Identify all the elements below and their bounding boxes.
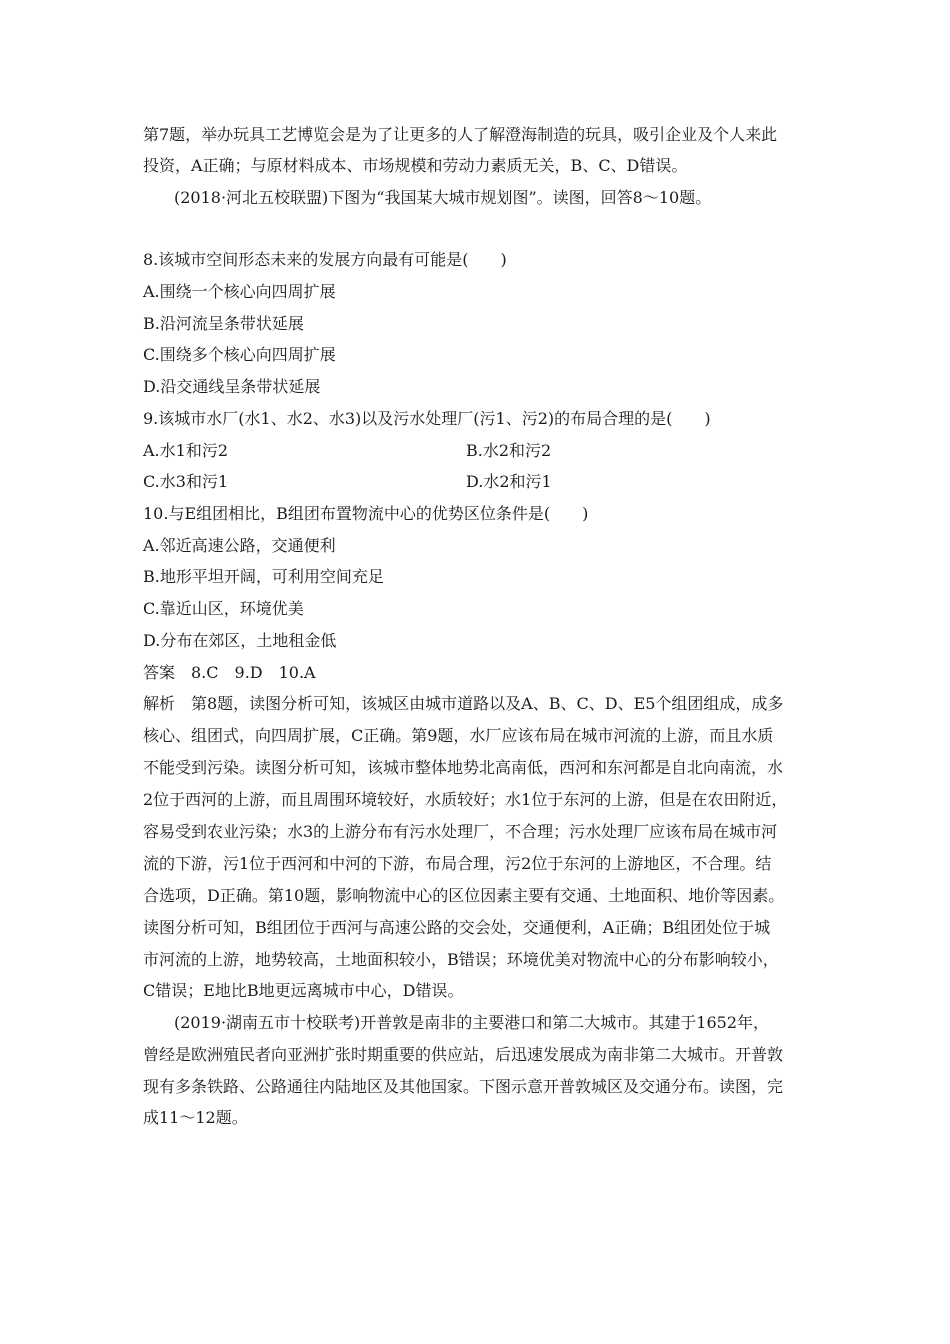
q9-option-b: B.水2和污2 xyxy=(466,441,552,460)
intro-questions-8-10: (2018·河北五校联盟)下图为“我国某大城市规划图”。读图，回答8～10题。 xyxy=(174,188,712,207)
analysis-line: C错误；E地比B地更远离城市中心，D错误。 xyxy=(143,981,464,1000)
intro-questions-11-12-line: 成11～12题。 xyxy=(143,1108,248,1127)
intro-questions-11-12-line: 现有多条铁路、公路通往内陆地区及其他国家。下图示意开普敦城区及交通分布。读图，完 xyxy=(143,1077,784,1096)
q9-stem: 9.该城市水厂(水1、水2、水3)以及污水处理厂(污1、污2)的布局合理的是( ) xyxy=(143,409,711,428)
q10-option-d: D.分布在郊区，土地租金低 xyxy=(143,631,337,650)
analysis-line: 读图分析可知，B组团位于西河与高速公路的交会处，交通便利，A正确；B组团处位于城 xyxy=(143,918,771,937)
analysis-line: 解析 第8题，读图分析可知，该城区由城市道路以及A、B、C、D、E5个组团组成，成多 xyxy=(143,694,784,713)
q10-option-b: B.地形平坦开阔，可利用空间充足 xyxy=(143,567,384,586)
q10-stem: 10.与E组团相比，B组团布置物流中心的优势区位条件是( ) xyxy=(143,504,589,523)
intro-questions-11-12-line: 曾经是欧洲殖民者向亚洲扩张时期重要的供应站，后迅速发展成为南非第二大城市。开普敦 xyxy=(143,1045,784,1064)
analysis-line: 2位于西河的上游，而且周围环境较好，水质较好；水1位于东河的上游，但是在农田附近， xyxy=(143,790,788,809)
q8-option-d: D.沿交通线呈条带状延展 xyxy=(143,377,321,396)
q10-option-c: C.靠近山区，环境优美 xyxy=(143,599,304,618)
intro-questions-11-12-line: (2019·湖南五市十校联考)开普敦是南非的主要港口和第二大城市。其建于1652年， xyxy=(174,1013,770,1032)
q8-option-c: C.围绕多个核心向四周扩展 xyxy=(143,345,336,364)
analysis-line: 流的下游，污1位于西河和中河的下游，布局合理，污2位于东河的上游地区，不合理。结 xyxy=(143,854,772,873)
q8-option-a: A.围绕一个核心向四周扩展 xyxy=(143,282,336,301)
analysis-line: 核心、组团式，向四周扩展，C正确。第9题，水厂应该布局在城市河流的上游，而且水质 xyxy=(143,726,774,745)
q9-option-a: A.水1和污2 xyxy=(143,441,229,460)
analysis-line: 合选项，D正确。第10题，影响物流中心的区位因素主要有交通、土地面积、地价等因素。 xyxy=(143,886,785,905)
analysis-line: 市河流的上游，地势较高，土地面积较小，B错误；环境优美对物流中心的分布影响较小， xyxy=(143,950,779,969)
analysis-line: 容易受到农业污染；水3的上游分布有污水处理厂，不合理；污水处理厂应该布局在城市河 xyxy=(143,822,778,841)
answer-key: 答案 8.C 9.D 10.A xyxy=(143,663,316,682)
q10-option-a: A.邻近高速公路，交通便利 xyxy=(143,536,336,555)
q8-option-b: B.沿河流呈条带状延展 xyxy=(143,314,304,333)
q9-option-c: C.水3和污1 xyxy=(143,472,229,491)
prev-explanation-line-1: 第7题，举办玩具工艺博览会是为了让更多的人了解澄海制造的玩具，吸引企业及个人来此 xyxy=(143,125,778,144)
prev-explanation-line-2: 投资，A正确；与原材料成本、市场规模和劳动力素质无关，B、C、D错误。 xyxy=(143,156,688,175)
q9-option-d: D.水2和污1 xyxy=(466,472,552,491)
q8-stem: 8.该城市空间形态未来的发展方向最有可能是( ) xyxy=(143,250,507,269)
analysis-line: 不能受到污染。读图分析可知，该城市整体地势北高南低，西河和东河都是自北向南流，水 xyxy=(143,758,784,777)
